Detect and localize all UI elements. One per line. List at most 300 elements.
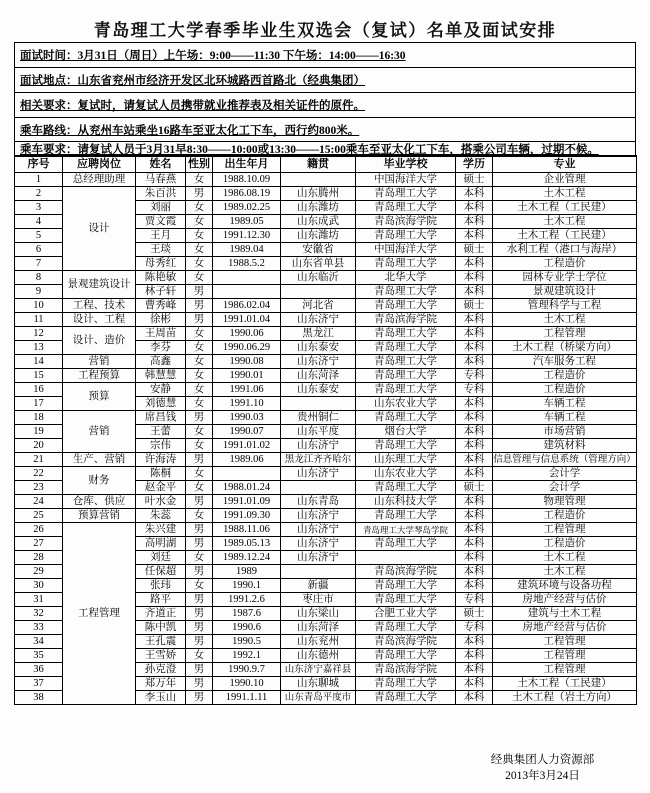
cell-no: 34	[15, 635, 63, 649]
cell-degree: 本科	[456, 285, 493, 299]
cell-name: 李芬	[136, 341, 186, 355]
cell-birth: 1989	[213, 565, 281, 579]
cell-birth: 1988.11.06	[213, 523, 281, 537]
cell-degree: 本科	[456, 565, 493, 579]
cell-degree: 专科	[456, 383, 493, 397]
table-row	[15, 313, 637, 327]
cell-no: 27	[15, 537, 63, 551]
cell-origin: 黑龙江齐齐哈尔	[281, 453, 356, 467]
cell-birth: 1990.10	[213, 677, 281, 691]
cell-birth: 1991.01.09	[213, 495, 281, 509]
cell-birth: 1986.08.19	[213, 187, 281, 201]
cell-origin: 山东济宁	[281, 439, 356, 453]
table-row	[15, 187, 637, 201]
cell-degree: 本科	[456, 467, 493, 481]
cell-gender: 男	[186, 677, 213, 691]
cell-birth	[213, 467, 281, 481]
cell-gender: 女	[186, 173, 213, 187]
cell-school: 北华大学	[356, 271, 456, 285]
cell-no: 2	[15, 187, 63, 201]
cell-position: 工程预算	[63, 369, 136, 383]
cell-gender: 男	[186, 523, 213, 537]
cell-origin: 山东青岛	[281, 495, 356, 509]
cell-school: 青岛理工大学	[356, 621, 456, 635]
cell-name: 徐彬	[136, 313, 186, 327]
cell-gender: 男	[186, 621, 213, 635]
cell-no: 8	[15, 271, 63, 285]
cell-position: 生产、营销	[63, 453, 136, 467]
cell-origin	[281, 173, 356, 187]
cell-birth: 1991.06	[213, 383, 281, 397]
cell-birth: 1991.2.6	[213, 593, 281, 607]
cell-name: 母秀红	[136, 257, 186, 271]
cell-birth: 1990.07	[213, 425, 281, 439]
cell-origin: 山东省单县	[281, 257, 356, 271]
cell-birth	[213, 271, 281, 285]
cell-origin: 山东济宁	[281, 509, 356, 523]
cell-birth: 1990.06.29	[213, 341, 281, 355]
cell-origin	[281, 565, 356, 579]
cell-position: 设计	[63, 187, 136, 271]
header-origin: 籍贯	[281, 156, 356, 173]
cell-name: 安静	[136, 383, 186, 397]
header-degree: 学历	[456, 156, 493, 173]
cell-major: 土木工程（工民建）	[493, 201, 637, 215]
cell-school: 青岛理工大学	[356, 201, 456, 215]
cell-no: 1	[15, 173, 63, 187]
cell-birth: 1988.5.2	[213, 257, 281, 271]
cell-degree: 本科	[456, 313, 493, 327]
cell-birth: 1990.08	[213, 355, 281, 369]
cell-origin	[281, 397, 356, 411]
cell-name: 朱百洪	[136, 187, 186, 201]
cell-no: 9	[15, 285, 63, 299]
cell-major: 土木工程（工民建）	[493, 229, 637, 243]
cell-no: 24	[15, 495, 63, 509]
cell-birth: 1991.12.30	[213, 229, 281, 243]
cell-major: 工程管理	[493, 663, 637, 677]
table-row	[15, 271, 637, 285]
cell-degree: 硕士	[456, 481, 493, 495]
cell-major: 车辆工程	[493, 397, 637, 411]
cell-origin: 山东济宁	[281, 467, 356, 481]
cell-degree: 本科	[456, 425, 493, 439]
cell-gender: 男	[186, 299, 213, 313]
cell-origin: 山东潍坊	[281, 201, 356, 215]
header-school: 毕业学校	[356, 156, 456, 173]
cell-school: 青岛理工大学	[356, 383, 456, 397]
cell-degree: 本科	[456, 397, 493, 411]
cell-position: 总经理助理	[63, 173, 136, 187]
cell-name: 郑万年	[136, 677, 186, 691]
cell-school: 青岛滨海学院	[356, 565, 456, 579]
cell-birth: 1990.1	[213, 579, 281, 593]
cell-gender: 女	[186, 467, 213, 481]
cell-major: 市场营销	[493, 425, 637, 439]
cell-major: 土木工程（工民建）	[493, 677, 637, 691]
cell-no: 10	[15, 299, 63, 313]
cell-gender: 男	[186, 635, 213, 649]
cell-origin: 山东济宁	[281, 551, 356, 565]
cell-major: 工程管理	[493, 327, 637, 341]
cell-degree: 硕士	[456, 173, 493, 187]
cell-school: 中国海洋大学	[356, 243, 456, 257]
cell-major: 工程管理	[493, 649, 637, 663]
cell-school: 青岛理工大学	[356, 341, 456, 355]
cell-gender: 女	[186, 509, 213, 523]
cell-degree: 本科	[456, 355, 493, 369]
cell-gender: 男	[186, 313, 213, 327]
cell-name: 刘丽	[136, 201, 186, 215]
table-row	[15, 299, 637, 313]
cell-birth: 1986.02.04	[213, 299, 281, 313]
cell-school	[356, 551, 456, 565]
cell-birth	[213, 285, 281, 299]
cell-school: 青岛理工大学	[356, 691, 456, 705]
page-title: 青岛理工大学春季毕业生双选会（复试）名单及面试安排	[93, 21, 557, 40]
cell-school: 山东农业大学	[356, 467, 456, 481]
cell-gender: 女	[186, 243, 213, 257]
cell-no: 22	[15, 467, 63, 481]
cell-name: 王雪娇	[136, 649, 186, 663]
cell-position: 工程、技术	[63, 299, 136, 313]
cell-gender: 男	[186, 565, 213, 579]
header-gender: 性别	[186, 156, 213, 173]
cell-major: 水利工程（港口与海岸）	[493, 243, 637, 257]
header-position: 应聘岗位	[63, 156, 136, 173]
cell-no: 7	[15, 257, 63, 271]
doc-footer	[450, 752, 635, 784]
cell-school: 青岛理工大学	[356, 369, 456, 383]
cell-gender: 男	[186, 537, 213, 551]
cell-no: 6	[15, 243, 63, 257]
header-birth: 出生年月	[213, 156, 281, 173]
table-row	[15, 453, 637, 467]
cell-no: 38	[15, 691, 63, 705]
cell-no: 12	[15, 327, 63, 341]
cell-name: 朱兴建	[136, 523, 186, 537]
cell-no: 26	[15, 523, 63, 537]
cell-origin: 山东济宁	[281, 537, 356, 551]
cell-name: 林子轩	[136, 285, 186, 299]
cell-no: 15	[15, 369, 63, 383]
cell-name: 陈桐	[136, 467, 186, 481]
requirements-text: 相关要求：复试时，请复试人员携带就业推荐表及相关证件的原件。	[20, 100, 365, 112]
cell-major: 工程造价	[493, 537, 637, 551]
cell-gender: 男	[186, 691, 213, 705]
cell-major: 土木工程	[493, 565, 637, 579]
header-major: 专业	[493, 156, 637, 173]
cell-no: 23	[15, 481, 63, 495]
cell-no: 3	[15, 201, 63, 215]
cell-birth: 1992.1	[213, 649, 281, 663]
cell-major: 土木工程	[493, 313, 637, 327]
cell-birth: 1989.05	[213, 215, 281, 229]
roster-table-wrapper	[14, 155, 636, 705]
cell-gender: 女	[186, 341, 213, 355]
cell-name: 任保超	[136, 565, 186, 579]
cell-school: 青岛理工大学	[356, 593, 456, 607]
cell-name: 高鑫	[136, 355, 186, 369]
cell-major: 会计学	[493, 467, 637, 481]
cell-school: 烟台大学	[356, 425, 456, 439]
cell-degree: 本科	[456, 495, 493, 509]
cell-no: 11	[15, 313, 63, 327]
cell-degree: 本科	[456, 439, 493, 453]
footer-org: 经典集团人力资源部	[490, 754, 595, 766]
table-body	[15, 173, 637, 705]
cell-origin: 山东菏泽	[281, 369, 356, 383]
cell-degree: 本科	[456, 551, 493, 565]
cell-position: 设计、造价	[63, 327, 136, 355]
cell-no: 29	[15, 565, 63, 579]
cell-birth: 1990.01	[213, 369, 281, 383]
cell-degree: 本科	[456, 691, 493, 705]
table-row	[15, 369, 637, 383]
cell-position: 营销	[63, 355, 136, 369]
cell-birth: 1990.03	[213, 411, 281, 425]
cell-no: 4	[15, 215, 63, 229]
cell-major: 土木工程（岩土方向）	[493, 691, 637, 705]
cell-origin: 山东菏泽	[281, 621, 356, 635]
table-row	[15, 355, 637, 369]
cell-gender: 女	[186, 383, 213, 397]
cell-origin: 山东济宁	[281, 313, 356, 327]
table-row	[15, 509, 637, 523]
cell-major: 工程管理	[493, 523, 637, 537]
cell-major: 建筑材料	[493, 439, 637, 453]
cell-name: 刘廷	[136, 551, 186, 565]
table-row	[15, 327, 637, 341]
bus-requirements-text: 乘车要求：请复试人员于3月31早8:30——10:00或13:30——15:00乘车至亚太化工下车，搭乘公司车辆，过期不候。	[20, 144, 599, 156]
cell-name: 马春燕	[136, 173, 186, 187]
cell-degree: 硕士	[456, 243, 493, 257]
cell-gender: 女	[186, 425, 213, 439]
cell-no: 31	[15, 593, 63, 607]
cell-origin: 山东兖州	[281, 635, 356, 649]
cell-origin	[281, 285, 356, 299]
cell-origin: 山东腾州	[281, 187, 356, 201]
cell-origin: 山东平度	[281, 425, 356, 439]
cell-name: 陈艳敏	[136, 271, 186, 285]
cell-origin: 山东梁山	[281, 607, 356, 621]
cell-position: 设计、工程	[63, 313, 136, 327]
cell-degree: 硕士	[456, 607, 493, 621]
cell-school: 青岛滨海学院	[356, 313, 456, 327]
cell-major: 景观建筑设计	[493, 285, 637, 299]
cell-no: 25	[15, 509, 63, 523]
cell-name: 王周苗	[136, 327, 186, 341]
cell-gender: 男	[186, 607, 213, 621]
cell-birth: 1988.01.24	[213, 481, 281, 495]
cell-school: 青岛理工大学	[356, 677, 456, 691]
cell-gender: 女	[186, 551, 213, 565]
cell-school: 青岛理工大学	[356, 355, 456, 369]
footer-date: 2013年3月24日	[505, 770, 580, 782]
cell-major: 园林专业学士学位	[493, 271, 637, 285]
cell-birth: 1991.01.02	[213, 439, 281, 453]
cell-school: 青岛滨海学院	[356, 215, 456, 229]
table-row	[15, 495, 637, 509]
cell-position: 预算	[63, 383, 136, 411]
cell-major: 建筑与土木工程	[493, 607, 637, 621]
cell-birth: 1990.6	[213, 621, 281, 635]
cell-name: 王蕾	[136, 425, 186, 439]
cell-major: 土木工程	[493, 215, 637, 229]
cell-gender: 女	[186, 257, 213, 271]
cell-birth: 1987.6	[213, 607, 281, 621]
cell-origin: 山东济宁嘉祥县	[281, 663, 356, 677]
cell-school: 合肥工业大学	[356, 607, 456, 621]
cell-major: 土木工程	[493, 187, 637, 201]
cell-gender: 女	[186, 327, 213, 341]
cell-name: 高明湖	[136, 537, 186, 551]
table-row	[15, 383, 637, 397]
cell-degree: 本科	[456, 453, 493, 467]
cell-school: 青岛理工大学	[356, 439, 456, 453]
cell-school: 青岛理工大学	[356, 229, 456, 243]
cell-no: 21	[15, 453, 63, 467]
cell-birth: 1991.01.04	[213, 313, 281, 327]
cell-degree: 专科	[456, 369, 493, 383]
cell-name: 韩慧慧	[136, 369, 186, 383]
cell-name: 孙克澄	[136, 663, 186, 677]
cell-school: 青岛滨海学院	[356, 663, 456, 677]
info-box	[14, 42, 636, 157]
info-line-location	[15, 68, 635, 93]
cell-name: 席昌钱	[136, 411, 186, 425]
cell-name: 朱蕊	[136, 509, 186, 523]
cell-birth: 1989.02.25	[213, 201, 281, 215]
cell-degree: 本科	[456, 411, 493, 425]
cell-gender: 男	[186, 187, 213, 201]
cell-degree: 本科	[456, 201, 493, 215]
cell-birth: 1989.12.24	[213, 551, 281, 565]
cell-birth: 1989.06	[213, 453, 281, 467]
cell-gender: 男	[186, 411, 213, 425]
info-line-requirements	[15, 93, 635, 118]
cell-position: 预算营销	[63, 509, 136, 523]
cell-degree: 专科	[456, 621, 493, 635]
cell-name: 路平	[136, 593, 186, 607]
cell-school: 青岛理工大学	[356, 537, 456, 551]
cell-origin: 山东青岛平度市	[281, 691, 356, 705]
cell-major: 工程造价	[493, 257, 637, 271]
cell-position: 景观建筑设计	[63, 271, 136, 299]
info-line-bus-requirements	[15, 142, 635, 156]
cell-major: 车辆工程	[493, 411, 637, 425]
cell-major: 管理科学与工程	[493, 299, 637, 313]
cell-major: 企业管理	[493, 173, 637, 187]
cell-gender: 男	[186, 285, 213, 299]
cell-birth: 1991.1.11	[213, 691, 281, 705]
cell-no: 37	[15, 677, 63, 691]
cell-gender: 女	[186, 649, 213, 663]
cell-origin: 山东泰安	[281, 383, 356, 397]
cell-position: 财务	[63, 467, 136, 495]
cell-school: 山东农业大学	[356, 397, 456, 411]
cell-name: 贾文霞	[136, 215, 186, 229]
cell-degree: 本科	[456, 663, 493, 677]
cell-birth: 1989.04	[213, 243, 281, 257]
cell-major: 工程造价	[493, 509, 637, 523]
cell-position: 营销	[63, 411, 136, 453]
cell-origin: 新疆	[281, 579, 356, 593]
cell-gender: 男	[186, 453, 213, 467]
cell-name: 刘德慧	[136, 397, 186, 411]
cell-name: 许海涛	[136, 453, 186, 467]
cell-position: 工程管理	[63, 523, 136, 705]
cell-gender: 女	[186, 481, 213, 495]
cell-origin: 山东济宁	[281, 523, 356, 537]
cell-origin: 山东德州	[281, 649, 356, 663]
cell-major: 工程造价	[493, 369, 637, 383]
cell-major: 工程造价	[493, 383, 637, 397]
cell-school: 青岛理工大学琴岛学院	[356, 523, 456, 537]
cell-birth: 1990.5	[213, 635, 281, 649]
cell-name: 王琰	[136, 243, 186, 257]
bus-route-text: 乘车路线：从兖州车站乘坐16路车至亚太化工下车，西行约800米。	[20, 124, 360, 137]
cell-no: 18	[15, 411, 63, 425]
cell-name: 陈中凯	[136, 621, 186, 635]
cell-degree: 本科	[456, 509, 493, 523]
cell-no: 30	[15, 579, 63, 593]
cell-gender: 女	[186, 215, 213, 229]
cell-birth: 1990.06	[213, 327, 281, 341]
cell-origin: 河北省	[281, 299, 356, 313]
cell-gender: 男	[186, 593, 213, 607]
cell-degree: 本科	[456, 649, 493, 663]
cell-school: 青岛滨海学院	[356, 635, 456, 649]
cell-name: 王月	[136, 229, 186, 243]
cell-no: 35	[15, 649, 63, 663]
cell-school: 青岛理工大学	[356, 509, 456, 523]
cell-degree: 本科	[456, 341, 493, 355]
roster-table	[14, 155, 637, 705]
cell-no: 5	[15, 229, 63, 243]
cell-name: 王孔震	[136, 635, 186, 649]
cell-name: 张玮	[136, 579, 186, 593]
cell-name: 宗伟	[136, 439, 186, 453]
info-line-bus-route	[15, 118, 635, 142]
cell-origin: 山东济宁	[281, 355, 356, 369]
cell-degree: 本科	[456, 327, 493, 341]
cell-degree: 本科	[456, 215, 493, 229]
cell-degree: 本科	[456, 635, 493, 649]
cell-school: 青岛理工大学	[356, 285, 456, 299]
cell-name: 叶水金	[136, 495, 186, 509]
cell-school: 中国海洋大学	[356, 173, 456, 187]
cell-gender: 男	[186, 495, 213, 509]
cell-degree: 本科	[456, 229, 493, 243]
cell-name: 曹秀峰	[136, 299, 186, 313]
cell-school: 青岛理工大学	[356, 481, 456, 495]
cell-school: 青岛理工大学	[356, 299, 456, 313]
cell-birth: 1988.10.09	[213, 173, 281, 187]
cell-gender: 女	[186, 369, 213, 383]
cell-school: 青岛理工大学	[356, 257, 456, 271]
cell-major: 土木工程（桥梁方向）	[493, 341, 637, 355]
cell-school: 青岛理工大学	[356, 649, 456, 663]
cell-birth: 1991.10	[213, 397, 281, 411]
cell-name: 齐道正	[136, 607, 186, 621]
cell-school: 山东科技大学	[356, 495, 456, 509]
cell-major: 房地产经营与估价	[493, 593, 637, 607]
table-header-row	[15, 156, 637, 173]
cell-gender: 女	[186, 271, 213, 285]
cell-major: 汽车服务工程	[493, 355, 637, 369]
cell-degree: 本科	[456, 677, 493, 691]
